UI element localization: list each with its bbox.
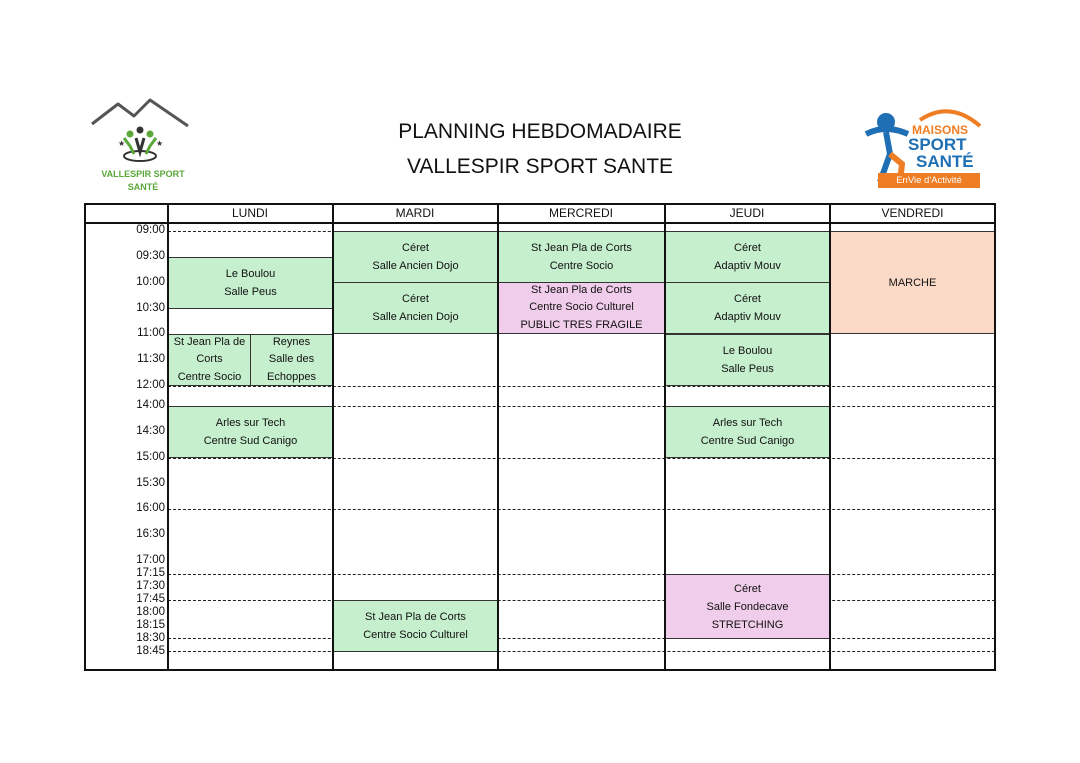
time-label: 17:45 xyxy=(136,593,165,605)
time-label: 14:00 xyxy=(136,399,165,411)
session-line: Centre Sud Canigo xyxy=(700,435,795,447)
session-line: St Jean Pla de Corts xyxy=(531,242,632,254)
logo-left-text-2: SANTÉ xyxy=(127,182,159,192)
session-lundi-arles[interactable] xyxy=(168,406,333,458)
time-label: 10:00 xyxy=(136,276,165,288)
column-divider xyxy=(829,203,831,671)
gridline-1500 xyxy=(168,458,995,459)
column-divider xyxy=(497,203,499,671)
time-label: 17:15 xyxy=(136,567,165,579)
gridline-1845 xyxy=(168,651,995,652)
table-border-right xyxy=(994,203,996,671)
day-header-lundi: LUNDI xyxy=(231,206,268,220)
svg-text:★: ★ xyxy=(156,139,164,148)
gridline-1745 xyxy=(168,600,995,601)
logo-right-tagline: EnVie d'Activité xyxy=(878,173,980,188)
column-divider xyxy=(332,203,334,671)
table-border-top xyxy=(84,203,996,205)
session-line: Centre Socio Culturel xyxy=(529,301,634,314)
page-subtitle: VALLESPIR SPORT SANTE xyxy=(406,155,674,178)
session-line: Céret xyxy=(734,582,761,595)
day-header-mardi: MARDI xyxy=(395,206,435,220)
gridline-1830 xyxy=(168,638,995,639)
session-line: Céret xyxy=(734,293,761,305)
session-line: Salle Peus xyxy=(721,363,774,375)
session-lundi-le-boulou[interactable] xyxy=(168,257,333,309)
session-line: Salle Peus xyxy=(224,286,277,298)
session-line: St Jean Pla de Corts xyxy=(531,283,632,296)
time-label: 18:15 xyxy=(136,619,165,631)
session-mardi-st-jean[interactable] xyxy=(333,600,498,652)
session-line: Céret xyxy=(402,293,429,305)
session-line: St Jean Pla de Corts xyxy=(365,611,466,623)
session-line: Salle Ancien Dojo xyxy=(372,311,459,323)
logo-left-text-1: VALLESPIR SPORT xyxy=(101,169,185,179)
session-line: Arles sur Tech xyxy=(712,417,783,429)
svg-text:★: ★ xyxy=(118,139,126,148)
session-line: Adaptiv Mouv xyxy=(714,311,781,323)
time-label: 11:00 xyxy=(137,327,165,339)
time-label: 18:45 xyxy=(136,645,165,657)
session-mardi-ceret-2[interactable] xyxy=(333,282,498,334)
session-line: Centre Socio xyxy=(177,370,242,383)
day-header-mercredi: MERCREDI xyxy=(548,206,613,220)
time-label: 09:30 xyxy=(136,250,165,262)
session-lundi-st-jean[interactable] xyxy=(168,334,251,386)
session-line: PUBLIC TRES FRAGILE xyxy=(520,318,643,331)
session-mercredi-st-jean-2[interactable] xyxy=(498,282,665,334)
time-label: 18:00 xyxy=(136,606,165,618)
logo-right-line2: SPORT xyxy=(908,135,967,154)
session-jeudi-ceret-1[interactable] xyxy=(665,231,830,283)
day-header-vendredi: VENDREDI xyxy=(881,206,944,220)
logo-right-line1: MAISONS xyxy=(912,123,969,137)
time-label: 12:00 xyxy=(136,379,165,391)
time-label: 16:30 xyxy=(136,528,165,540)
session-line: Reynes xyxy=(272,335,311,348)
session-lundi-reynes[interactable] xyxy=(250,334,333,386)
session-line: Salle Ancien Dojo xyxy=(372,260,459,272)
day-header-jeudi: JEUDI xyxy=(729,206,765,220)
time-label: 18:30 xyxy=(136,632,165,644)
session-line: Centre Sud Canigo xyxy=(203,435,298,447)
session-line: Centre Socio xyxy=(549,260,614,272)
time-label: 11:30 xyxy=(137,353,165,365)
gridline-1600 xyxy=(168,509,995,510)
page-title: PLANNING HEBDOMADAIRE xyxy=(398,120,682,143)
session-mercredi-st-jean-1[interactable] xyxy=(498,231,665,283)
session-line: Céret xyxy=(402,242,429,254)
session-line: Echoppes xyxy=(267,370,316,383)
time-label: 15:00 xyxy=(136,451,165,463)
session-line: Adaptiv Mouv xyxy=(714,260,781,272)
session-line: STRETCHING xyxy=(711,618,784,631)
session-line: Salle des xyxy=(268,353,315,366)
table-border-bottom xyxy=(84,669,996,671)
time-label: 17:30 xyxy=(136,580,165,592)
session-jeudi-stretching[interactable] xyxy=(665,574,830,639)
session-line: St Jean Pla de xyxy=(173,335,246,348)
session-line: Céret xyxy=(734,242,761,254)
gridline-1715 xyxy=(168,574,995,575)
session-jeudi-arles[interactable] xyxy=(665,406,830,458)
column-divider xyxy=(664,203,666,671)
session-line: Corts xyxy=(196,353,223,366)
session-vendredi-marche[interactable] xyxy=(830,231,995,334)
header-divider xyxy=(84,222,996,224)
time-label: 16:00 xyxy=(136,502,165,514)
session-line: MARCHE xyxy=(888,276,937,289)
logo-right-line3: SANTÉ xyxy=(916,152,974,171)
session-jeudi-le-boulou[interactable] xyxy=(665,334,830,386)
time-label: 17:00 xyxy=(136,554,165,566)
session-line: Arles sur Tech xyxy=(215,417,286,429)
session-mardi-ceret-1[interactable] xyxy=(333,231,498,283)
table-border-left xyxy=(84,203,86,671)
session-line: Le Boulou xyxy=(722,345,773,357)
time-label: 09:00 xyxy=(136,224,165,236)
session-line: Le Boulou xyxy=(225,268,276,280)
column-divider xyxy=(167,203,169,671)
time-label: 14:30 xyxy=(136,425,165,437)
session-jeudi-ceret-2[interactable] xyxy=(665,282,830,334)
time-label: 10:30 xyxy=(136,302,165,314)
time-label: 15:30 xyxy=(136,477,165,489)
session-line: Salle Fondecave xyxy=(706,600,789,613)
session-line: Centre Socio Culturel xyxy=(363,629,468,641)
